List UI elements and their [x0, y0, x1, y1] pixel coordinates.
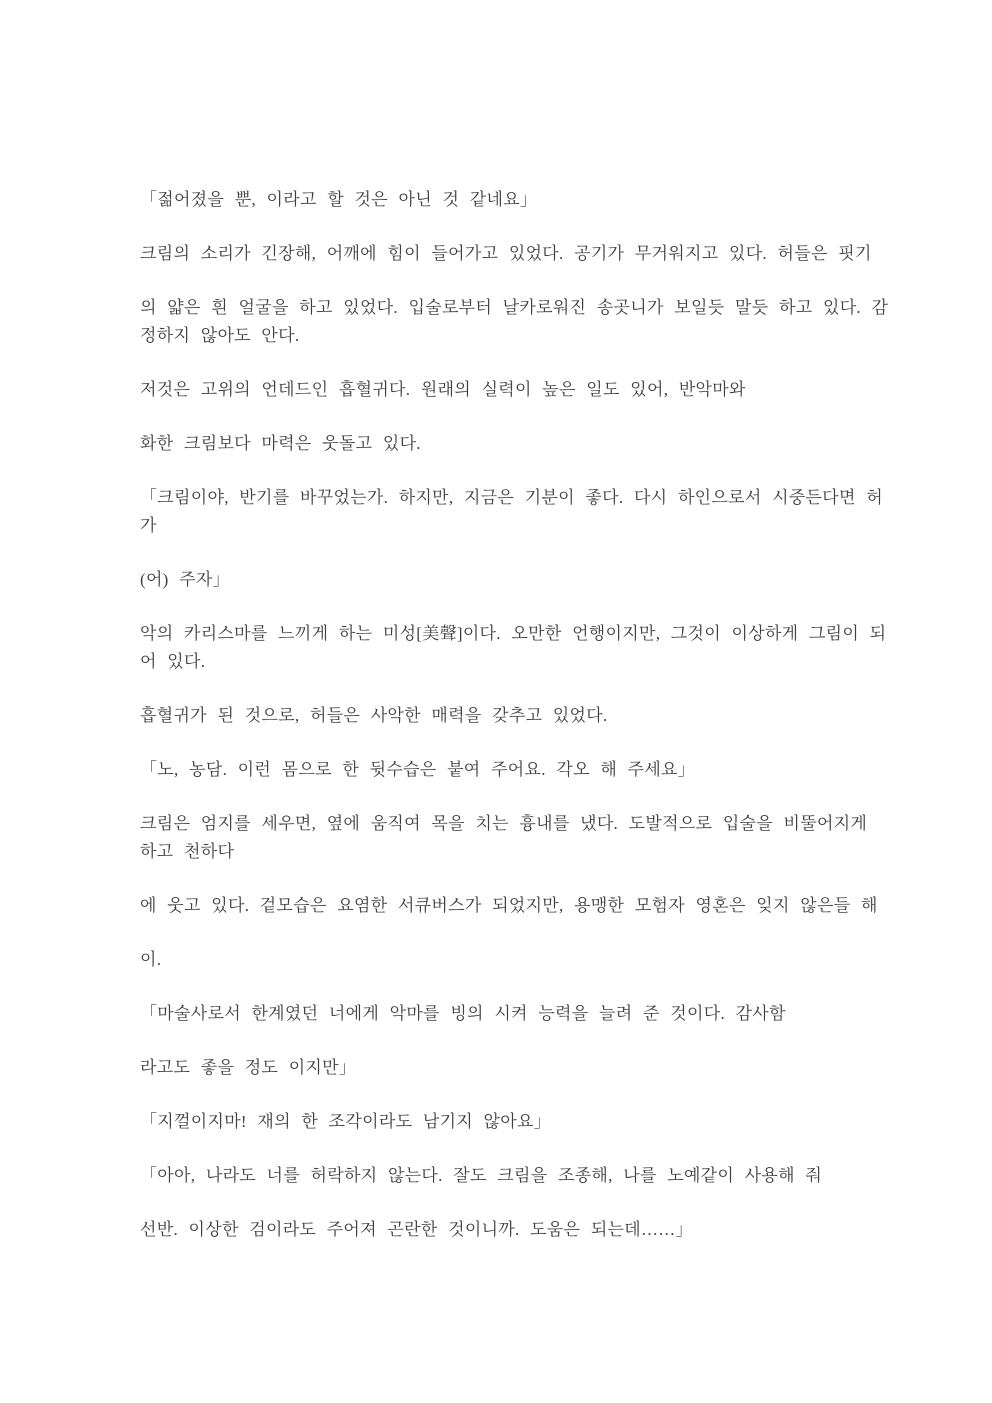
paragraph [140, 1108, 882, 1136]
text-line: 흡혈귀가 된 것으로, 허들은 사악한 매력을 갖추고 있었다. [140, 706, 608, 725]
paragraph [140, 946, 882, 974]
text-line: 에 웃고 있다. 겉모습은 요염한 서큐버스가 되었지만, 용맹한 모험자 영혼은 잊지 않은들 해 [140, 896, 878, 915]
text-line: 「지껄이지마! 재의 한 조각이라도 남기지 않아요」 [140, 1112, 552, 1131]
paragraph [140, 892, 882, 920]
paragraph [140, 1162, 882, 1190]
paragraph [140, 430, 882, 458]
paragraph [140, 294, 889, 350]
text-line: 화한 크림보다 마력은 웃돌고 있다. [140, 434, 421, 453]
paragraph [140, 566, 882, 594]
paragraph [140, 240, 882, 268]
text-line: 정하지 않아도 안다. [140, 326, 300, 345]
paragraph [140, 810, 882, 866]
paragraph [140, 702, 882, 730]
text-line: 가 [140, 516, 157, 535]
text-line: 어 있다. [140, 652, 206, 671]
paragraph [140, 620, 887, 676]
paragraph [140, 1054, 882, 1082]
text-line: 「젊어졌을 뿐, 이라고 할 것은 아닌 것 같네요」 [140, 190, 538, 209]
text-line: 의 얇은 흰 얼굴을 하고 있었다. 입술로부터 날카로워진 송곳니가 보일듯 말듯 하고 있다. 감 [140, 298, 889, 317]
paragraph [140, 484, 882, 540]
paragraph [140, 186, 882, 214]
text-line: 「아아, 나라도 너를 허락하지 않는다. 잘도 크림을 조종해, 나를 노예같이 사용해 줘 [140, 1166, 823, 1185]
paragraph [140, 756, 882, 784]
text-line: 라고도 좋을 정도 이지만」 [140, 1058, 357, 1077]
text-line: (어) 주자」 [140, 570, 230, 589]
text-line: 하고 천하다 [140, 842, 235, 861]
paragraph [140, 1000, 882, 1028]
text-line: 저것은 고위의 언데드인 흡혈귀다. 원래의 실력이 높은 일도 있어, 반악마와 [140, 380, 746, 399]
text-line: 선반. 이상한 검이라도 주어져 곤란한 것이니까. 도움은 되는데……」 [140, 1220, 693, 1239]
text-line: 「마술사로서 한계였던 너에게 악마를 빙의 시켜 능력을 늘려 준 것이다. 감사함 [140, 1004, 786, 1023]
paragraph [140, 376, 882, 404]
text-line: 「크림이야, 반기를 바꾸었는가. 하지만, 지금은 기분이 좋다. 다시 하인으로서 시중든다면 허 [140, 488, 883, 507]
text-line: 크림은 엄지를 세우면, 옆에 움직여 목을 치는 흉내를 냈다. 도발적으로 입술을 비뚤어지게 [140, 814, 868, 833]
paragraph [140, 1216, 882, 1244]
text-line: 이. [140, 950, 162, 969]
text-line: 크림의 소리가 긴장해, 어깨에 힘이 들어가고 있었다. 공기가 무거워지고 있다. 허들은 핏기 [140, 244, 872, 263]
text-line: 「노, 농담. 이런 몸으로 한 뒷수습은 붙여 주어요. 각오 해 주세요」 [140, 760, 696, 779]
text-line: 악의 카리스마를 느끼게 하는 미성[美聲]이다. 오만한 언행이지만, 그것이 이상하게 그림이 되 [140, 624, 887, 643]
